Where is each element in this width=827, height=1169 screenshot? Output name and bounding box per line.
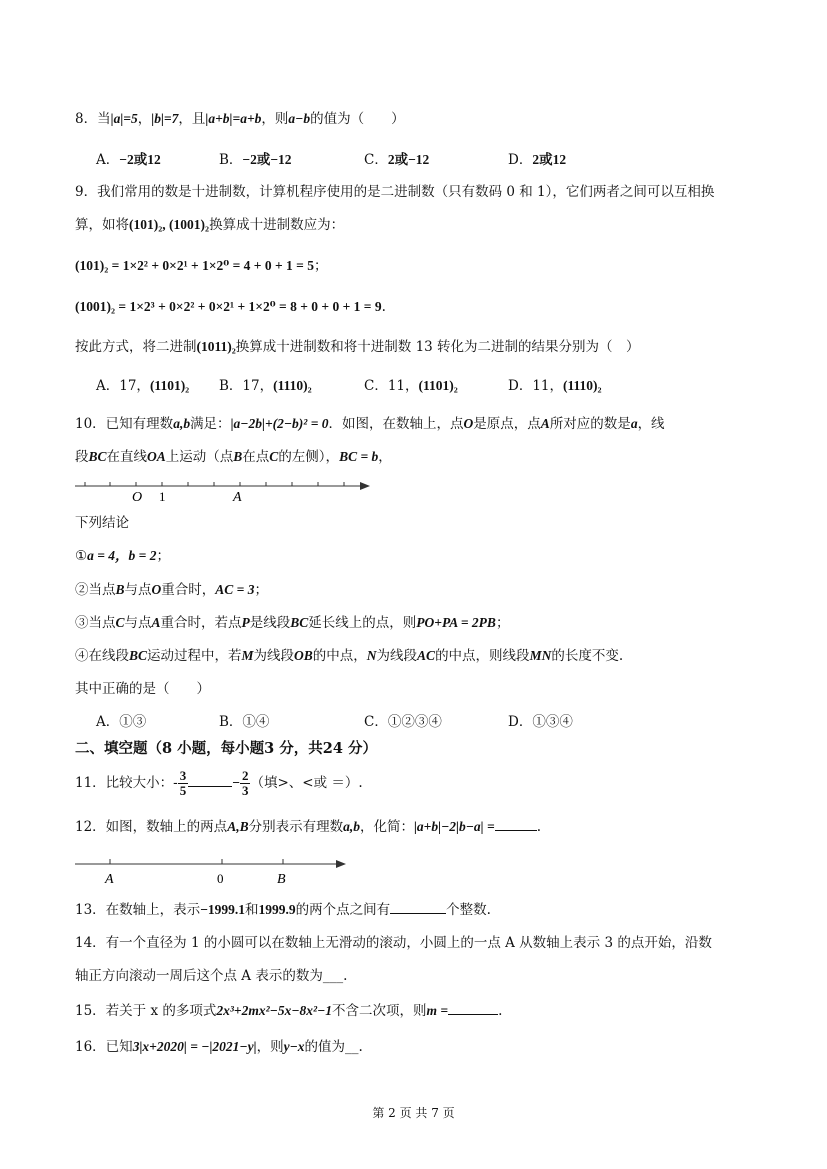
q16-stem	[75, 1037, 363, 1057]
q10-text: 的中点，	[312, 648, 367, 664]
q8-question: 的值为（ ）	[310, 111, 405, 127]
q9-option-d[interactable]	[508, 376, 602, 396]
q9-binary-examples: (101)₂, (1001)₂	[129, 217, 210, 232]
q16-text: ，则	[256, 1039, 284, 1055]
q10-text: 与点	[124, 615, 152, 631]
axis-arrow-icon	[360, 482, 370, 490]
q9-line2	[75, 215, 344, 235]
q8-option-d[interactable]	[508, 150, 566, 170]
q8-cond-sum: |a+b|=a+b	[205, 111, 262, 126]
axis-label-a: A	[233, 490, 242, 505]
q10-var: B	[233, 449, 243, 464]
option-value: 2或12	[532, 152, 567, 167]
fraction-numerator: 3	[179, 768, 187, 783]
q8-cond-a: |a|=5	[110, 111, 138, 126]
q8-sep1: ，	[137, 111, 152, 127]
option-value: ①③④	[532, 714, 573, 730]
axis-label-b: B	[277, 872, 286, 886]
q10-text: 是原点，点	[473, 416, 541, 432]
q10-line2	[75, 447, 392, 467]
option-math: (1110)₂	[273, 378, 312, 393]
q10-math: a = 4，b = 2	[87, 548, 157, 563]
q9-option-b[interactable]	[219, 376, 312, 396]
q10-text: ；	[254, 582, 268, 598]
q13-stem	[75, 899, 491, 920]
option-value: 11，	[387, 378, 419, 394]
q8-option-b[interactable]	[219, 150, 292, 170]
q10-option-a[interactable]	[96, 712, 146, 732]
fraction-denominator: 5	[179, 783, 187, 798]
q16-expr: y−x	[283, 1039, 305, 1054]
q10-math: AC = 3	[215, 582, 255, 597]
q10-text: ③当点	[75, 615, 116, 631]
q16-text: 16．已知	[75, 1039, 133, 1055]
q10-var: AC	[417, 648, 436, 663]
q10-text: 运动过程中，若	[147, 648, 242, 664]
option-math: (1101)₂	[149, 378, 190, 393]
q9-equation-2	[75, 297, 386, 317]
q15-polynomial: 2x³+2mx²−5x−8x²−1	[216, 1003, 333, 1018]
q10-text: ，	[378, 449, 392, 465]
q8-stem	[75, 109, 405, 129]
option-letter: D．	[508, 378, 533, 394]
option-value: 11，	[532, 378, 564, 394]
option-letter: B．	[219, 378, 243, 394]
q9-line3	[75, 337, 640, 357]
q11-fraction-1	[178, 769, 189, 798]
q9-eq1-end: ；	[313, 258, 328, 274]
q10-var: a,b	[173, 416, 191, 431]
q10-text: 是线段	[249, 615, 291, 631]
q10-var: C	[269, 449, 279, 464]
q10-text: 段	[75, 449, 89, 465]
q13-text: 个整数.	[446, 902, 491, 918]
q10-conclusion-3	[75, 613, 509, 633]
q10-option-b[interactable]	[219, 712, 269, 732]
q10-text: 在点	[242, 449, 270, 465]
q10-var: N	[366, 648, 377, 663]
q9-option-a[interactable]	[96, 376, 189, 396]
q10-text: 所对应的数是	[549, 416, 631, 432]
q10-var: B	[115, 582, 125, 597]
q10-text: 重合时，	[161, 582, 216, 598]
q9-eq2-math: (1001)₂ = 1×2³ + 0×2² + 0×2¹ + 1×2⁰ = 8 + 0 + 0 + 1 = 9	[75, 299, 382, 314]
q12-stem	[75, 816, 541, 837]
q9-text: 算，如将	[75, 217, 129, 233]
q10-text: 的长度不变.	[551, 648, 624, 664]
axis-label-0: 0	[217, 871, 224, 886]
q13-answer-blank[interactable]	[390, 899, 446, 914]
q9-line1: 9．我们常用的数是十进制数，计算机程序使用的是二进制数（只有数码 0 和 1），它们两者之间可以互相换	[75, 184, 715, 200]
q10-text: 在直线	[106, 449, 148, 465]
q10-var: BC	[290, 615, 309, 630]
section-2-title: 二、填空题（8 小题，每小题3 分，共24 分）	[75, 740, 377, 757]
option-value: ①②③④	[387, 714, 442, 730]
option-letter: C．	[364, 714, 388, 730]
option-letter: C．	[364, 378, 388, 394]
option-value: ①③	[119, 714, 147, 730]
q10-conclusion-2	[75, 580, 268, 600]
q12-var: a,b	[343, 819, 360, 834]
option-value: 17，	[119, 378, 150, 394]
q10-text: 上运动（点	[165, 449, 234, 465]
q10-var: O	[463, 416, 474, 431]
q10-text: 的左侧），	[278, 449, 340, 465]
q10-text: 10．已知有理数	[75, 416, 174, 432]
q10-line1	[75, 414, 665, 434]
q10-text: ①	[75, 548, 88, 564]
option-value: 17，	[242, 378, 274, 394]
q10-conclusion-4	[75, 646, 623, 666]
fraction-numerator: 2	[241, 768, 249, 783]
q10-text: 满足：	[190, 416, 231, 432]
q10-var: A	[151, 615, 161, 630]
q10-condition: |a−2b|+(2−b)² = 0	[230, 416, 329, 431]
q15-text: 15．若关于 x 的多项式	[75, 1003, 217, 1019]
axis-label-a: A	[105, 872, 114, 886]
q8-option-a[interactable]	[96, 150, 161, 170]
q11-minus: −	[232, 775, 240, 790]
q13-number: 1999.9	[258, 902, 296, 917]
q11-text: 11．比较大小：-	[75, 775, 178, 791]
q10-var: M	[241, 648, 254, 663]
option-value: −2或−12	[242, 152, 292, 167]
q10-var: O	[151, 582, 162, 597]
q10-option-d[interactable]	[508, 712, 573, 732]
q10-text: ④在线段	[75, 648, 129, 664]
q8-option-c[interactable]	[364, 150, 429, 170]
option-letter: D．	[508, 714, 533, 730]
q14-line1: 14．有一个直径为 1 的小圆可以在数轴上无滑动的滚动，小圆上的一点 A 从数轴上表示 3 的点开始，沿数	[75, 935, 712, 951]
q10-var: BC	[129, 648, 148, 663]
option-value: −2或12	[119, 152, 161, 167]
q9-text: 换算成十进制数和将十进制数 13 转化为二进制的结果分别为（ ）	[235, 339, 640, 355]
q10-text: ；	[156, 548, 170, 564]
q9-equation-1	[75, 256, 327, 276]
q16-equation: 3|x+2020| = −|2021−y|	[132, 1039, 257, 1054]
q15-text: 不含二次项，则	[332, 1003, 427, 1019]
q10-text: ②当点	[75, 582, 116, 598]
option-math: (1110)₂	[563, 378, 602, 393]
option-letter: B．	[219, 152, 243, 168]
q12-var: A,B	[227, 819, 249, 834]
q14-line2: 轴正方向滚动一周后这个点 A 表示的数为___.	[75, 968, 348, 984]
q10-number-line	[70, 476, 380, 506]
q10-text: ；	[495, 615, 510, 631]
q11-stem	[75, 766, 363, 800]
q9-text: 换算成十进制数应为：	[209, 217, 345, 233]
option-letter: A．	[96, 378, 120, 394]
q10-text: 为线段	[376, 648, 418, 664]
q10-text: 与点	[124, 582, 152, 598]
option-letter: C．	[364, 152, 388, 168]
q10-text: 的中点，则线段	[435, 648, 530, 664]
q10-var: C	[115, 615, 125, 630]
axis-arrow-icon	[336, 860, 346, 868]
option-letter: D．	[508, 152, 533, 168]
q10-var: BC	[88, 449, 107, 464]
q10-var: OA	[147, 449, 166, 464]
q8-prefix: 8．当	[75, 111, 111, 127]
option-value: 2或−12	[387, 152, 430, 167]
q15-stem	[75, 1000, 502, 1021]
q10-text: ．如图，在数轴上，点	[328, 416, 464, 432]
q8-sep2: ，且	[178, 111, 206, 127]
q10-option-c[interactable]	[364, 712, 442, 732]
option-value: ①④	[242, 714, 270, 730]
q15-var: m =	[426, 1003, 449, 1018]
q12-expr: |a+b|−2|b−a| =	[413, 819, 495, 834]
q13-text: 和	[245, 902, 259, 918]
axis-label-1: 1	[159, 489, 166, 504]
q10-conclusion-title: 下列结论	[75, 515, 129, 531]
q15-answer-blank[interactable]	[448, 1000, 498, 1015]
q10-text: 重合时，若点	[160, 615, 242, 631]
q10-question: 其中正确的是（ ）	[75, 681, 210, 697]
q16-text: 的值为__.	[304, 1039, 363, 1055]
q12-number-line	[70, 852, 360, 886]
q8-cond-b: |b|=7	[151, 111, 179, 126]
q9-eq1-math: (101)₂ = 1×2² + 0×2¹ + 1×2⁰ = 4 + 0 + 1 = 5	[75, 258, 314, 273]
q8-expr: a−b	[288, 111, 311, 126]
option-letter: B．	[219, 714, 243, 730]
option-letter: A．	[96, 152, 120, 168]
q10-var: BC = b	[339, 449, 379, 464]
q12-text: 12．如图，数轴上的两点	[75, 819, 228, 835]
q10-text: 延长线上的点，则	[308, 615, 417, 631]
q11-answer-blank[interactable]	[188, 772, 232, 787]
q9-option-c[interactable]	[364, 376, 458, 396]
q12-text: 分别表示有理数	[248, 819, 344, 835]
q10-var: OB	[294, 648, 313, 663]
q15-text: .	[498, 1003, 503, 1019]
q10-var: MN	[529, 648, 552, 663]
q9-eq2-end: .	[381, 299, 386, 315]
option-letter: A．	[96, 714, 120, 730]
q13-text: 13．在数轴上，表示	[75, 902, 201, 918]
q8-sep3: ，则	[261, 111, 289, 127]
q12-text: .	[536, 819, 542, 835]
q10-text: 为线段	[253, 648, 295, 664]
option-math: (1101)₂	[418, 378, 458, 393]
q12-answer-blank[interactable]	[495, 816, 537, 831]
q10-math: PO+PA = 2PB	[416, 615, 496, 630]
q13-number: −1999.1	[200, 902, 246, 917]
page-footer: 第 2 页 共 7 页	[372, 1106, 455, 1120]
q10-var: A	[540, 416, 550, 431]
q9-binary-1011: (1011)₂	[196, 339, 236, 354]
q10-text: ，线	[637, 416, 665, 432]
fraction-denominator: 3	[241, 783, 249, 798]
q10-var: a	[630, 416, 638, 431]
q13-text: 的两个点之间有	[295, 902, 391, 918]
axis-label-o: O	[132, 490, 143, 505]
q11-text: （填>、<或 ＝）.	[250, 775, 363, 791]
q10-conclusion-1	[75, 546, 170, 566]
q12-text: ，化简：	[359, 819, 414, 835]
q9-text: 按此方式，将二进制	[75, 339, 197, 355]
q10-var: P	[241, 615, 250, 630]
q11-fraction-2	[240, 769, 251, 798]
